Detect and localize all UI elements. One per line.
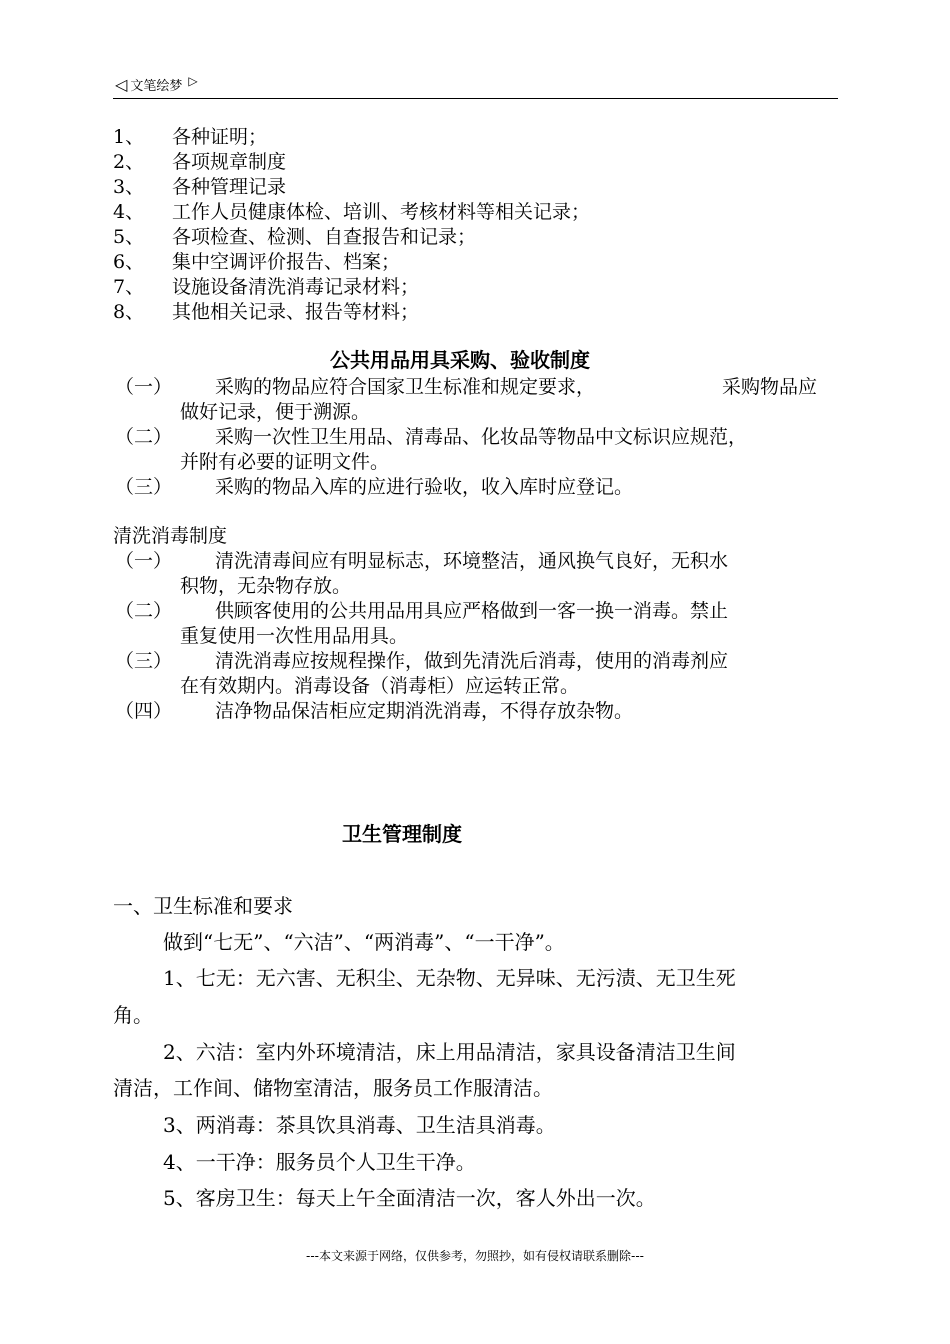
item-text: 采购的物品入库的应进行验收，收入库时应登记。 [215, 476, 634, 498]
item-cont: 做好记录，便于溯源。 [180, 401, 371, 423]
item-num: （三） [115, 650, 173, 672]
list-item: 工作人员健康体检、培训、考核材料等相关记录； [172, 201, 591, 223]
list-item: 集中空调评价报告、档案； [172, 251, 401, 273]
list-item-num: 6、 [113, 251, 145, 273]
list-item-num: 4、 [113, 201, 145, 223]
item-text: 清洗清毒间应有明显标志，环境整洁，通风换气良好，无积水 [215, 550, 729, 572]
item-text: 采购的物品应符合国家卫生标准和规定要求， [215, 376, 596, 398]
item-text: 采购一次性卫生用品、清毒品、化妆品等物品中文标识应规范， [215, 426, 748, 448]
clean-section-title: 清洗消毒制度 [113, 525, 228, 547]
list-item: 其他相关记录、报告等材料； [172, 301, 420, 323]
hygiene-section-title: 卫生管理制度 [342, 822, 462, 846]
list-item: 各种证明； [172, 126, 268, 148]
item-num: （一） [115, 376, 173, 398]
list-item-num: 7、 [113, 276, 145, 298]
item-num: （四） [115, 700, 173, 722]
list-item: 设施设备清洗消毒记录材料； [172, 276, 420, 298]
list-item-num: 1、 [113, 126, 145, 148]
hygiene-paragraph: 3、两消毒：茶具饮具消毒、卫生洁具消毒。 [163, 1113, 556, 1137]
list-item: 各项规章制度 [172, 151, 287, 173]
item-num: （二） [115, 426, 173, 448]
header-title: 文笔绘梦 [130, 79, 183, 94]
hygiene-paragraph: 4、一干净：服务员个人卫生干净。 [163, 1150, 476, 1174]
hygiene-paragraph: 5、客房卫生：每天上午全面清洁一次，客人外出一次。 [163, 1186, 656, 1210]
hygiene-paragraph: 角。 [113, 1003, 153, 1027]
page-header [115, 75, 198, 94]
right-triangle-icon: ▷ [188, 73, 198, 88]
hygiene-paragraph: 2、六洁：室内外环境清洁，床上用品清洁，家具设备清洁卫生间 [163, 1040, 736, 1064]
list-item-num: 2、 [113, 151, 145, 173]
list-item-num: 3、 [113, 176, 145, 198]
item-num: （三） [115, 476, 173, 498]
page-footer: ---本文来源于网络，仅供参考，勿照抄，如有侵权请联系删除--- [306, 1249, 644, 1263]
hygiene-paragraph: 清洁，工作间、储物室清洁，服务员工作服清洁。 [113, 1076, 553, 1100]
purchase-section-title: 公共用品用具采购、验收制度 [330, 348, 590, 372]
list-item: 各种管理记录 [172, 176, 287, 198]
list-item: 各项检查、检测、自查报告和记录； [172, 226, 477, 248]
header-divider [113, 98, 838, 99]
item-cont: 在有效期内。消毒设备（消毒柜）应运转正常。 [180, 675, 580, 697]
item-cont: 重复使用一次性用品用具。 [180, 625, 409, 647]
list-item-num: 5、 [113, 226, 145, 248]
hygiene-sub-heading: 一、卫生标准和要求 [113, 894, 293, 918]
hygiene-paragraph: 做到“七无”、“六洁”、“两消毒”、“一干净”。 [163, 930, 565, 954]
hygiene-paragraph: 1、七无：无六害、无积尘、无杂物、无异味、无污渍、无卫生死 [163, 966, 736, 990]
item-text: 清洗消毒应按规程操作，做到先清洗后消毒，使用的消毒剂应 [215, 650, 729, 672]
left-triangle-icon: ◁ [115, 74, 128, 94]
item-text: 供顾客使用的公共用品用具应严格做到一客一换一消毒。禁止 [215, 600, 729, 622]
item-cont: 并附有必要的证明文件。 [180, 451, 390, 473]
item-cont: 积物，无杂物存放。 [180, 575, 352, 597]
item-text-right: 采购物品应 [722, 376, 818, 398]
item-num: （一） [115, 550, 173, 572]
item-text: 洁净物品保洁柜应定期消洗消毒，不得存放杂物。 [215, 700, 634, 722]
item-num: （二） [115, 600, 173, 622]
list-item-num: 8、 [113, 301, 145, 323]
